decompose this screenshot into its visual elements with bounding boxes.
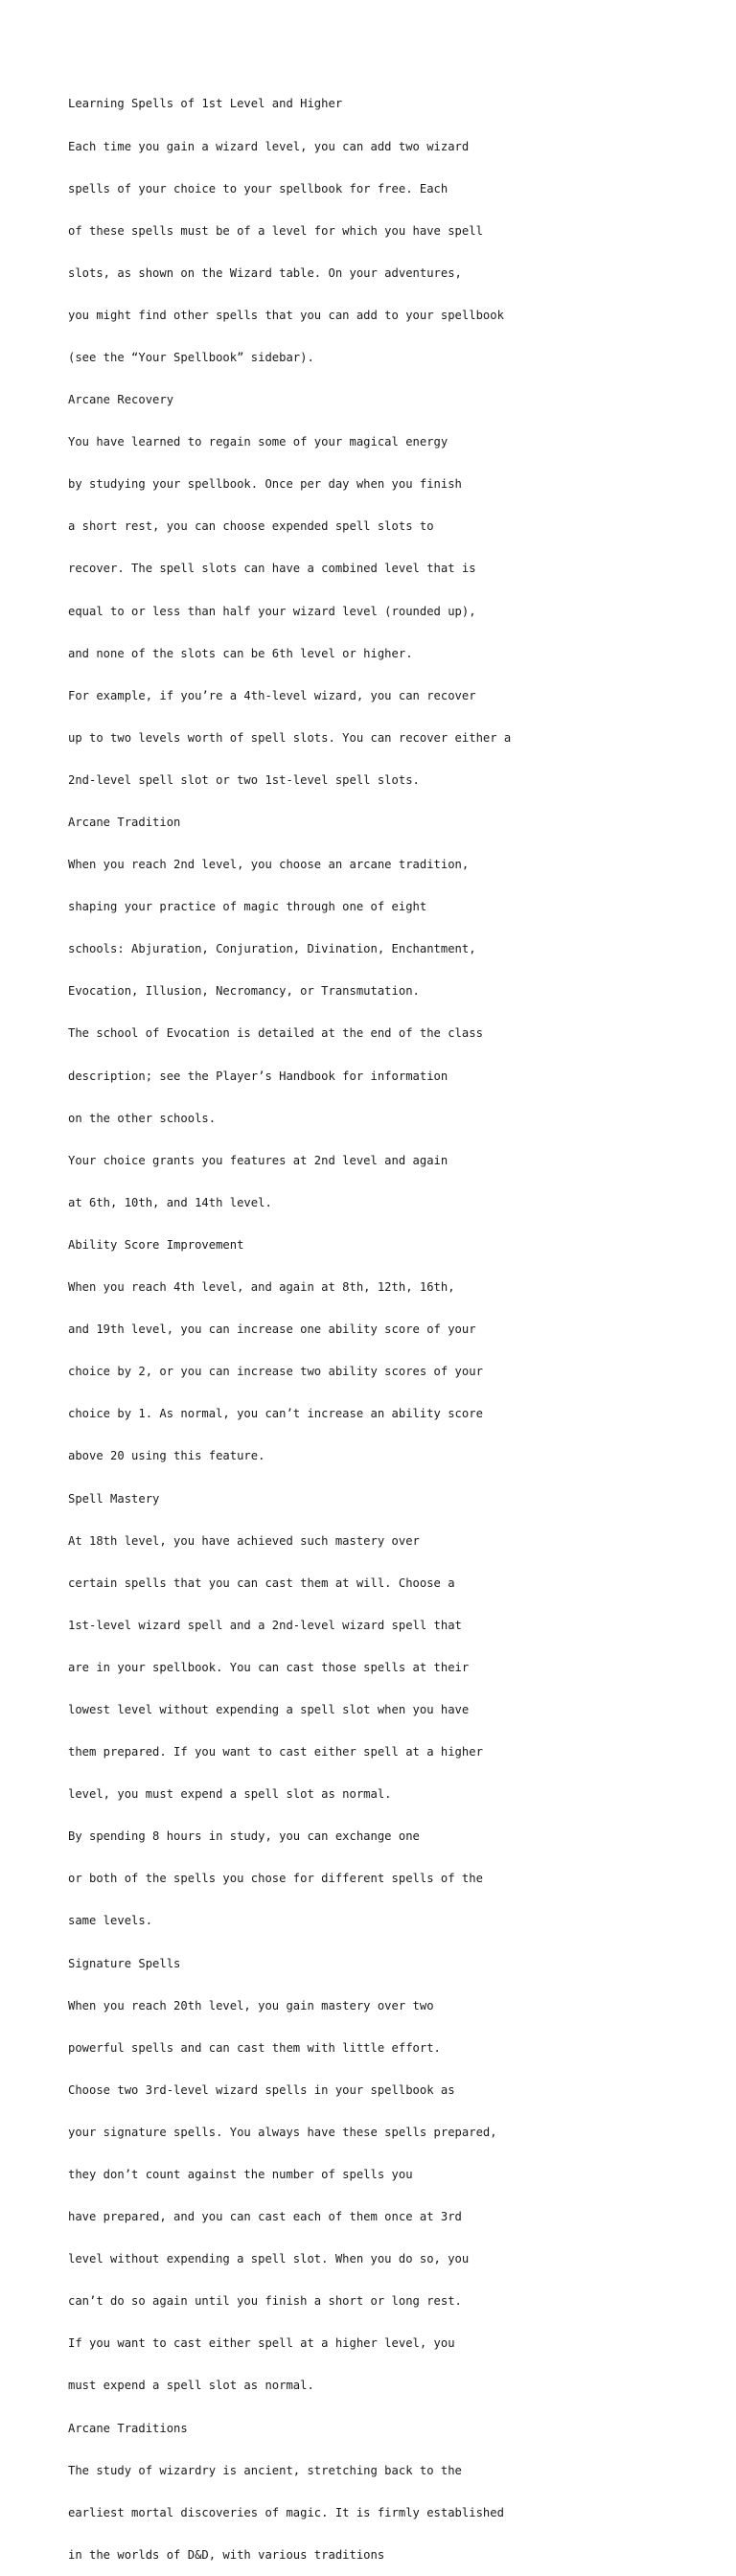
text-line: of these spells must be of a level for which you have spell (68, 223, 483, 238)
text-line: schools: Abjuration, Conjuration, Divination, Enchantment, (68, 942, 476, 956)
text-line: at 6th, 10th, and 14th level. (68, 1195, 272, 1209)
text-line: By spending 8 hours in study, you can exchange one (68, 1829, 420, 1844)
text-line: spells of your choice to your spellbook for free. Each (68, 181, 448, 196)
text-line: level, you must expend a spell slot as normal. (68, 1787, 392, 1802)
text-line: 2nd-level spell slot or two 1st-level spell slots. (68, 772, 420, 787)
heading-arcane-recovery: Arcane Recovery (68, 393, 174, 407)
text-line: shaping your practice of magic through one of eight (68, 900, 427, 914)
text-line: they don’t count against the number of spells you (68, 2168, 413, 2181)
text-line: When you reach 20th level, you gain mastery over two (68, 1998, 434, 2012)
text-line: above 20 using this feature. (68, 1449, 265, 1463)
text-line: earliest mortal discoveries of magic. It is firmly established (68, 2505, 504, 2519)
text-line: and 19th level, you can increase one ability score of your (68, 1322, 476, 1337)
text-line: Choose two 3rd-level wizard spells in your spellbook as (68, 2082, 455, 2097)
text-line: have prepared, and you can cast each of them once at 3rd (68, 2210, 462, 2224)
text-line: The study of wizardry is ancient, stretching back to the (68, 2463, 462, 2477)
text-line: Evocation, Illusion, Necromancy, or Transmutation. (68, 984, 420, 999)
text-line: must expend a spell slot as normal. (68, 2379, 314, 2393)
text-line: certain spells that you can cast them at will. Choose a (68, 1576, 455, 1590)
text-line: by studying your spellbook. Once per day when you finish (68, 477, 462, 492)
text-line: choice by 1. As normal, you can’t increase an ability score (68, 1407, 483, 1421)
document-text (68, 69, 729, 2576)
text-line: up to two levels worth of spell slots. You can recover either a (68, 730, 512, 745)
text-line: If you want to cast either spell at a higher level, you (68, 2336, 455, 2351)
text-line: in the worlds of D&D, with various traditions (68, 2547, 385, 2562)
text-line: on the other schools. (68, 1111, 217, 1125)
text-line: When you reach 4th level, and again at 8th, 12th, 16th, (68, 1280, 455, 1295)
text-line: choice by 2, or you can increase two ability scores of your (68, 1365, 483, 1379)
text-line: and none of the slots can be 6th level or higher. (68, 646, 413, 660)
text-line: your signature spells. You always have these spells prepared, (68, 2125, 497, 2139)
text-line: a short rest, you can choose expended spell slots to (68, 519, 434, 534)
heading-spell-mastery: Spell Mastery (68, 1491, 160, 1506)
text-line: recover. The spell slots can have a combined level that is (68, 562, 476, 576)
text-line: description; see the Player’s Handbook for information (68, 1069, 448, 1083)
text-line: powerful spells and can cast them with little effort. (68, 2040, 441, 2055)
text-line: When you reach 2nd level, you choose an arcane tradition, (68, 858, 470, 872)
text-line: You have learned to regain some of your magical energy (68, 435, 448, 449)
text-line: slots, as shown on the Wizard table. On your adventures, (68, 265, 462, 280)
heading-arcane-tradition: Arcane Tradition (68, 816, 181, 829)
text-line: Each time you gain a wizard level, you can add two wizard (68, 139, 470, 153)
text-line: The school of Evocation is detailed at the end of the class (68, 1026, 483, 1041)
heading-ability-score-improvement: Ability Score Improvement (68, 1237, 244, 1252)
text-line: For example, if you’re a 4th-level wizard, you can recover (68, 688, 476, 702)
text-line: you might find other spells that you can add to your spellbook (68, 308, 504, 322)
text-line: At 18th level, you have achieved such mastery over (68, 1533, 420, 1548)
text-line: same levels. (68, 1914, 153, 1928)
text-line: equal to or less than half your wizard level (rounded up), (68, 604, 476, 618)
text-line: 1st-level wizard spell and a 2nd-level wizard spell that (68, 1618, 462, 1632)
heading-arcane-traditions: Arcane Traditions (68, 2421, 188, 2435)
text-line: are in your spellbook. You can cast those spells at their (68, 1660, 470, 1674)
text-line: can’t do so again until you finish a short or long rest. (68, 2294, 462, 2309)
text-line: lowest level without expending a spell slot when you have (68, 1702, 470, 1716)
text-line: (see the “Your Spellbook” sidebar). (68, 350, 314, 364)
text-line: level without expending a spell slot. When you do so, you (68, 2252, 470, 2266)
heading-signature-spells: Signature Spells (68, 1956, 181, 1970)
text-line: them prepared. If you want to cast either spell at a higher (68, 1745, 483, 1760)
heading-learning-spells: Learning Spells of 1st Level and Higher (68, 97, 343, 111)
text-line: Your choice grants you features at 2nd level and again (68, 1153, 448, 1167)
text-line: or both of the spells you chose for different spells of the (68, 1872, 483, 1886)
